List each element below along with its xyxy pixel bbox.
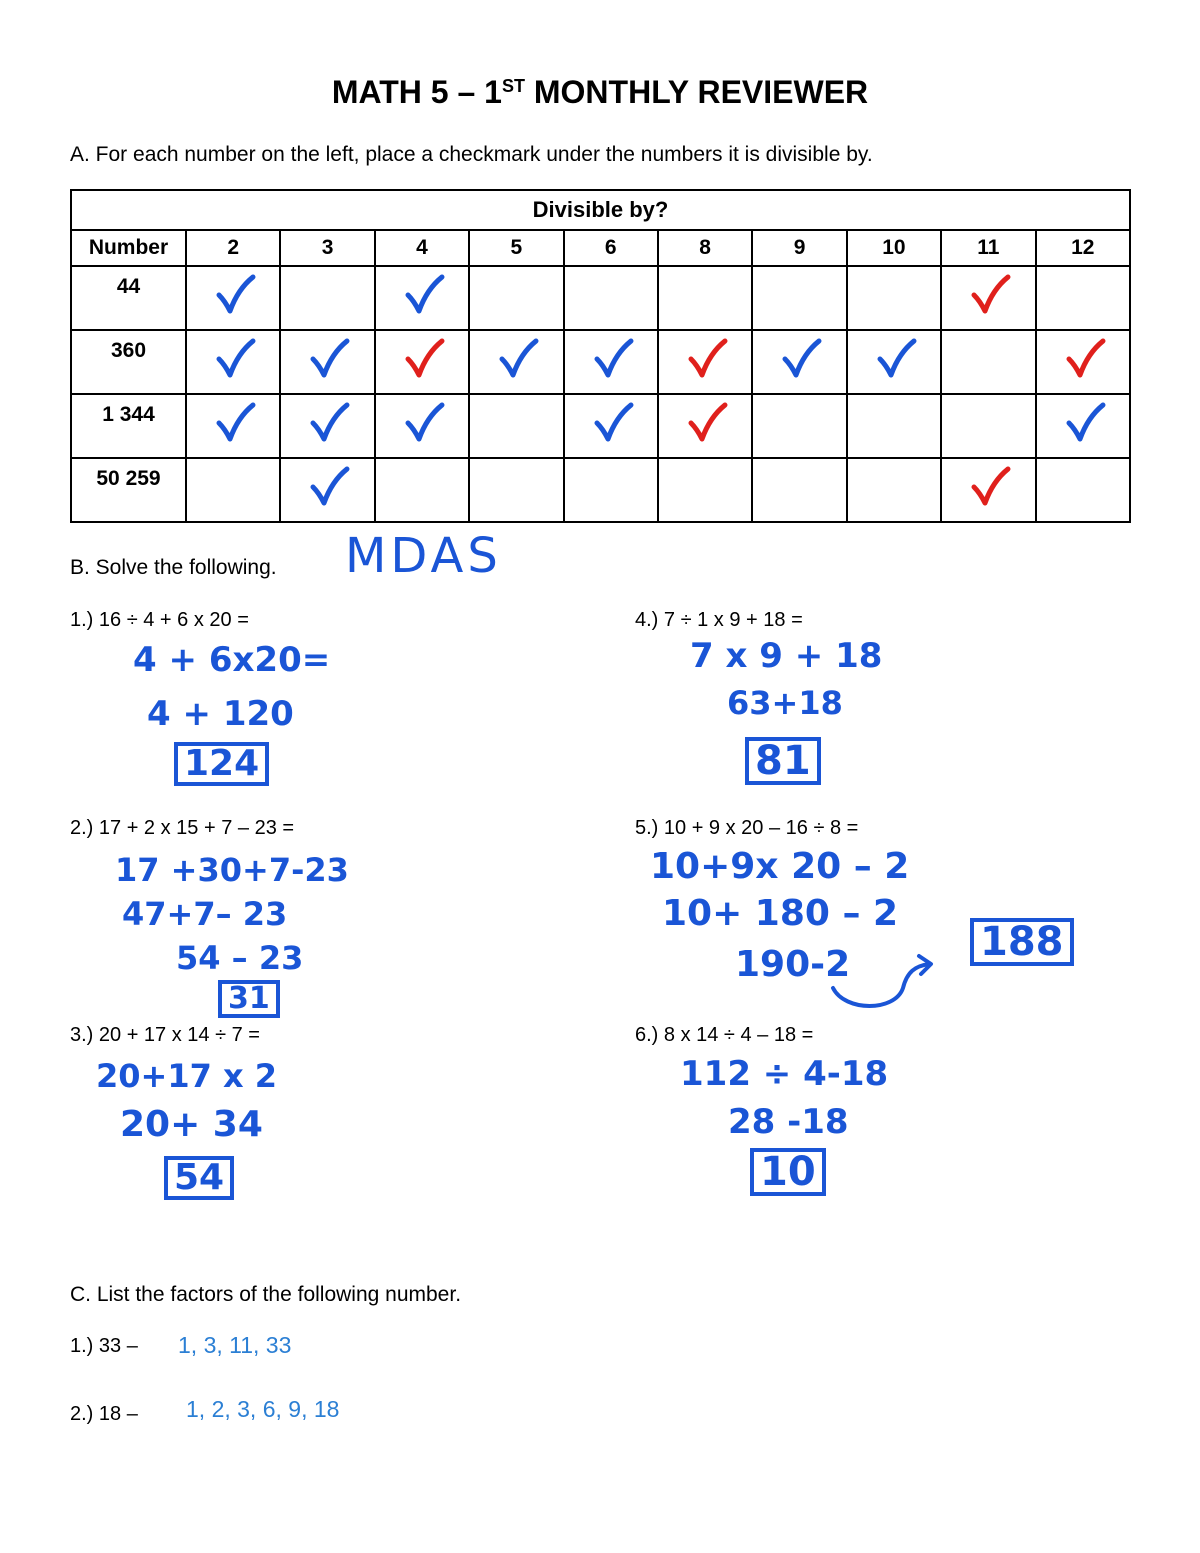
problem-3-label: 3.) 20 + 17 x 14 ÷ 7 =: [70, 1024, 260, 1046]
check-cell: [752, 458, 846, 522]
divisor-header-4: 4: [375, 230, 469, 266]
table-row: [71, 330, 1130, 394]
divisor-header-9: 9: [752, 230, 846, 266]
check-cell: [280, 330, 374, 394]
checkmark-icon: [402, 401, 448, 445]
factor-item-2-answer: 1, 2, 3, 6, 9, 18: [186, 1396, 340, 1422]
check-cell: [469, 330, 563, 394]
problem-6-step-1: 112 ÷ 4-18: [680, 1054, 889, 1094]
checkmark-icon: [307, 465, 353, 509]
checkmark-icon: [779, 337, 825, 381]
problem-5-step-3: 190-2: [735, 944, 851, 985]
number-column-header: Number: [71, 230, 186, 266]
problem-5-step-2: 10+ 180 – 2: [662, 893, 899, 934]
divisor-header-3: 3: [280, 230, 374, 266]
problem-1-answer: 124: [174, 742, 269, 786]
problem-1-step-2: 4 + 120: [147, 694, 294, 734]
divisor-header-11: 11: [941, 230, 1035, 266]
check-cell: [941, 458, 1035, 522]
checkmark-icon: [1063, 401, 1109, 445]
problem-3-step-2: 20+ 34: [120, 1104, 263, 1145]
arrow-icon: [825, 950, 945, 1020]
checkmark-icon: [968, 465, 1014, 509]
check-cell: [1036, 458, 1130, 522]
check-cell: [280, 458, 374, 522]
check-cell: [564, 394, 658, 458]
check-cell: [564, 266, 658, 330]
divisor-header-10: 10: [847, 230, 941, 266]
mdas-note: MDAS: [345, 528, 502, 584]
check-cell: [941, 394, 1035, 458]
divisor-header-8: 8: [658, 230, 752, 266]
check-cell: [847, 330, 941, 394]
checkmark-icon: [591, 337, 637, 381]
factor-item-1-answer: 1, 3, 11, 33: [178, 1332, 292, 1358]
check-cell: [658, 394, 752, 458]
table-row: [71, 266, 1130, 330]
factor-item-2-label: 2.) 18 –: [70, 1403, 138, 1425]
checkmark-icon: [591, 401, 637, 445]
checkmark-icon: [402, 337, 448, 381]
problem-2-step-2: 47+7– 23: [122, 895, 288, 933]
row-number: 44: [71, 266, 186, 330]
problem-4-step-1: 7 x 9 + 18: [690, 636, 883, 676]
section-c-instruction: C. List the factors of the following number.: [70, 1283, 462, 1306]
problem-4-step-2: 63+18: [727, 684, 843, 722]
problem-2-label: 2.) 17 + 2 x 15 + 7 – 23 =: [70, 817, 295, 839]
section-a-instruction: A. For each number on the left, place a checkmark under the numbers it is divisible by.: [70, 143, 873, 166]
check-cell: [469, 458, 563, 522]
divisibility-table: [70, 189, 1131, 523]
divisor-header-6: 6: [564, 230, 658, 266]
check-cell: [941, 266, 1035, 330]
problem-6-answer: 10: [750, 1148, 826, 1196]
checkmark-icon: [307, 337, 353, 381]
check-cell: [280, 266, 374, 330]
check-cell: [469, 266, 563, 330]
problem-2-step-1: 17 +30+7-23: [115, 851, 349, 889]
problem-2-step-3: 54 – 23: [176, 939, 304, 977]
check-cell: [186, 394, 280, 458]
divisor-header-2: 2: [186, 230, 280, 266]
checkmark-icon: [968, 273, 1014, 317]
table-row: [71, 394, 1130, 458]
check-cell: [1036, 394, 1130, 458]
check-cell: [564, 330, 658, 394]
check-cell: [1036, 330, 1130, 394]
check-cell: [847, 266, 941, 330]
problem-6-step-2: 28 -18: [728, 1102, 849, 1142]
factor-item-1-label: 1.) 33 –: [70, 1335, 138, 1357]
row-number: 1 344: [71, 394, 186, 458]
table-title: Divisible by?: [71, 190, 1130, 230]
problem-1-step-1: 4 + 6x20=: [133, 640, 331, 680]
divisor-header-5: 5: [469, 230, 563, 266]
check-cell: [186, 458, 280, 522]
table-row: [71, 458, 1130, 522]
checkmark-icon: [1063, 337, 1109, 381]
check-cell: [658, 458, 752, 522]
problem-6-label: 6.) 8 x 14 ÷ 4 – 18 =: [635, 1024, 814, 1046]
checkmark-icon: [874, 337, 920, 381]
problem-3-step-1: 20+17 x 2: [96, 1057, 278, 1095]
check-cell: [375, 394, 469, 458]
check-cell: [752, 330, 846, 394]
problem-1-label: 1.) 16 ÷ 4 + 6 x 20 =: [70, 609, 249, 631]
check-cell: [752, 266, 846, 330]
checkmark-icon: [685, 401, 731, 445]
checkmark-icon: [213, 337, 259, 381]
check-cell: [375, 330, 469, 394]
checkmark-icon: [213, 273, 259, 317]
check-cell: [847, 458, 941, 522]
problem-4-label: 4.) 7 ÷ 1 x 9 + 18 =: [635, 609, 803, 631]
check-cell: [186, 330, 280, 394]
problem-5-answer: 188: [970, 918, 1074, 966]
problem-2-answer: 31: [218, 980, 280, 1018]
check-cell: [375, 458, 469, 522]
check-cell: [564, 458, 658, 522]
row-number: 360: [71, 330, 186, 394]
check-cell: [658, 266, 752, 330]
check-cell: [658, 330, 752, 394]
check-cell: [186, 266, 280, 330]
problem-3-answer: 54: [164, 1156, 234, 1200]
check-cell: [1036, 266, 1130, 330]
problem-5-step-1: 10+9x 20 – 2: [650, 846, 910, 887]
problem-5-label: 5.) 10 + 9 x 20 – 16 ÷ 8 =: [635, 817, 859, 839]
check-cell: [847, 394, 941, 458]
checkmark-icon: [307, 401, 353, 445]
check-cell: [752, 394, 846, 458]
check-cell: [469, 394, 563, 458]
page-title: MATH 5 – 1ST MONTHLY REVIEWER: [331, 74, 869, 110]
check-cell: [375, 266, 469, 330]
checkmark-icon: [685, 337, 731, 381]
check-cell: [280, 394, 374, 458]
check-cell: [941, 330, 1035, 394]
section-b-instruction: B. Solve the following.: [70, 556, 277, 579]
checkmark-icon: [496, 337, 542, 381]
divisor-header-12: 12: [1036, 230, 1130, 266]
checkmark-icon: [213, 401, 259, 445]
problem-4-answer: 81: [745, 737, 821, 785]
row-number: 50 259: [71, 458, 186, 522]
checkmark-icon: [402, 273, 448, 317]
